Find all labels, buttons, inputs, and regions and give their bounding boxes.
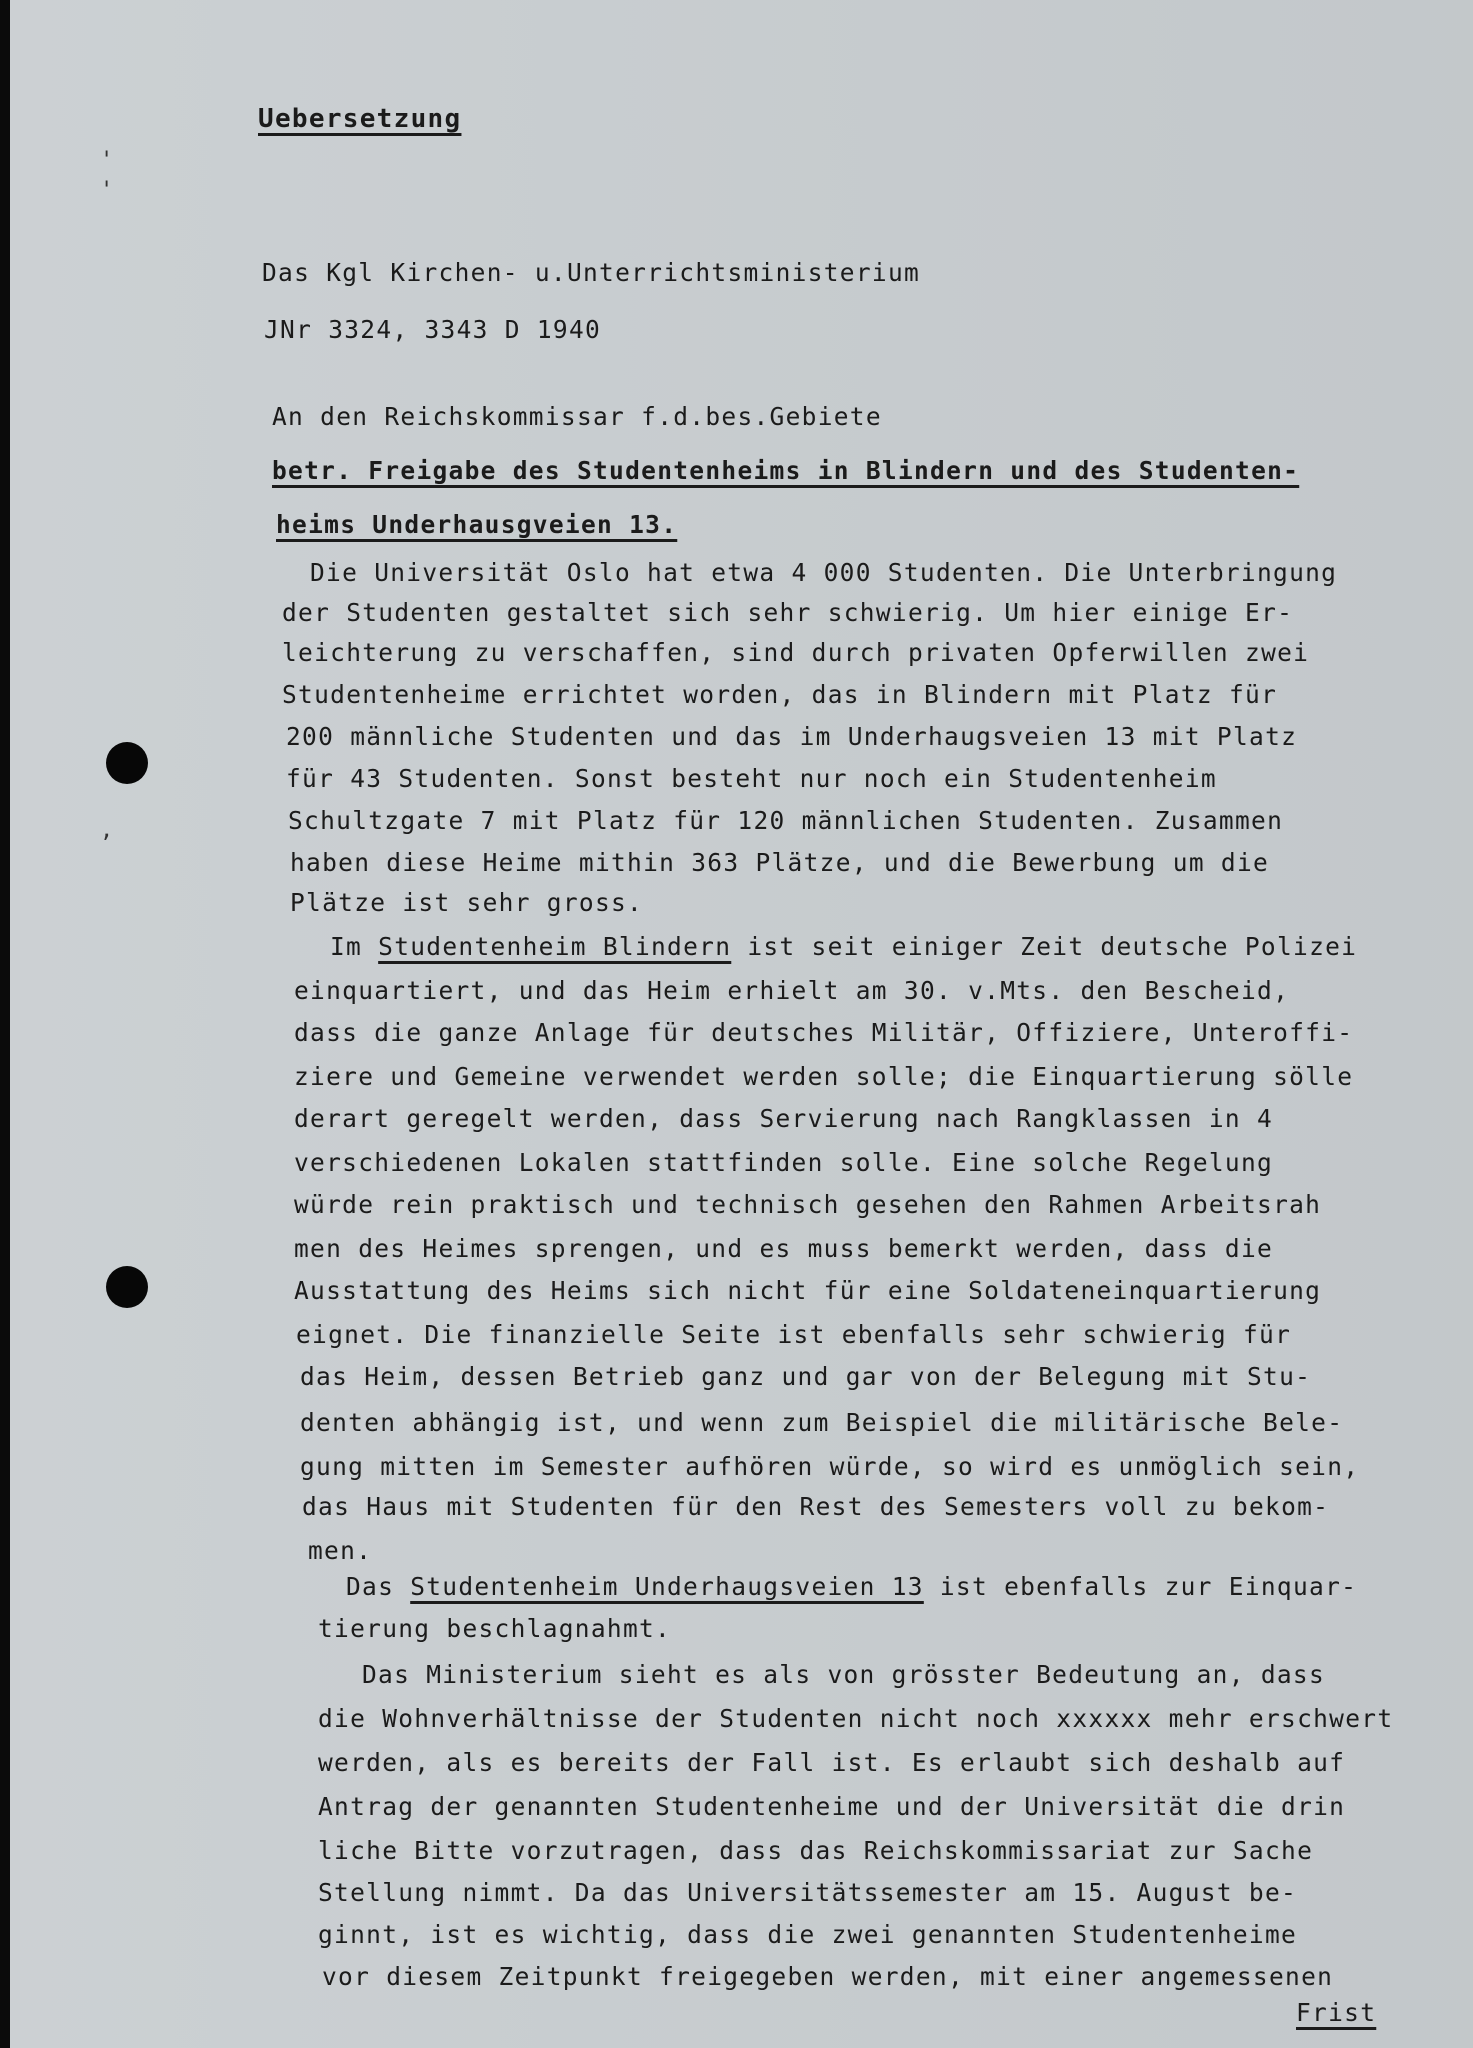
body-line: einquartiert, und das Heim erhielt am 30. v.Mts. den Bescheid, xyxy=(294,976,1290,1005)
punch-hole-icon xyxy=(106,1266,148,1308)
body-line: ziere und Gemeine verwendet werden solle; die Einquartierung sölle xyxy=(294,1062,1354,1091)
body-line: derart geregelt werden, dass Servierung nach Rangklassen in 4 xyxy=(294,1104,1274,1133)
body-line: das Haus mit Studenten für den Rest des Semesters voll zu bekom- xyxy=(302,1492,1330,1521)
body-line xyxy=(346,1572,1357,1601)
body-line xyxy=(330,932,1357,961)
margin-mark: ' xyxy=(100,148,114,173)
body-line: dass die ganze Anlage für deutsches Militär, Offiziere, Unteroffi- xyxy=(294,1018,1354,1047)
body-line: das Heim, dessen Betrieb ganz und gar von der Belegung mit Stu- xyxy=(300,1362,1312,1391)
recipient-line: An den Reichskommissar f.d.bes.Gebiete xyxy=(272,402,882,431)
body-line: vor diesem Zeitpunkt freigegeben werden, mit einer angemessenen xyxy=(322,1962,1334,1991)
body-line: verschiedenen Lokalen stattfinden solle. Eine solche Regelung xyxy=(294,1148,1274,1177)
body-line: die Wohnverhältnisse der Studenten nicht noch xxxxxx mehr erschwert xyxy=(318,1704,1394,1733)
body-line: tierung beschlagnahmt. xyxy=(318,1614,672,1643)
body-line: würde rein praktisch und technisch gesehen den Rahmen Arbeitsrah xyxy=(294,1190,1322,1219)
body-line: Das Ministerium sieht es als von grösster Bedeutung an, dass xyxy=(362,1660,1326,1689)
document-page xyxy=(10,0,1473,2048)
continuation-word: Frist xyxy=(1296,1998,1377,2027)
body-line: denten abhängig ist, und wenn zum Beispiel die militärische Bele- xyxy=(300,1408,1344,1437)
margin-mark: , xyxy=(100,818,114,843)
body-line: eignet. Die finanzielle Seite ist ebenfalls sehr schwierig für xyxy=(296,1320,1292,1349)
body-text: Das xyxy=(346,1572,411,1601)
body-line: für 43 Studenten. Sonst besteht nur noch ein Studentenheim xyxy=(286,764,1217,793)
body-line: men. xyxy=(308,1536,373,1565)
body-line: haben diese Heime mithin 363 Plätze, und die Bewerbung um die xyxy=(290,848,1270,877)
margin-mark: ' xyxy=(100,178,114,203)
body-line: Schultzgate 7 mit Platz für 120 männlichen Studenten. Zusammen xyxy=(288,806,1284,835)
body-line: Antrag der genannten Studentenheime und der Universität die drin xyxy=(318,1792,1346,1821)
body-line: Die Universität Oslo hat etwa 4 000 Studenten. Die Unterbringung xyxy=(310,558,1338,587)
body-line: leichterung zu verschaffen, sind durch privaten Opferwillen zwei xyxy=(282,638,1310,667)
body-line: Ausstattung des Heims sich nicht für eine Soldateneinquartierung xyxy=(294,1276,1322,1305)
document-title: Uebersetzung xyxy=(258,104,462,134)
body-text: Studentenheim Underhaugsveien 13 xyxy=(410,1572,924,1601)
body-line: ginnt, ist es wichtig, dass die zwei genannten Studentenheime xyxy=(318,1920,1298,1949)
body-text: ist ebenfalls zur Einquar- xyxy=(923,1572,1358,1601)
body-text: Im xyxy=(330,932,379,961)
body-line: 200 männliche Studenten und das im Underhaugsveien 13 mit Platz xyxy=(286,722,1298,751)
body-line: gung mitten im Semester aufhören würde, so wird es unmöglich sein, xyxy=(300,1452,1360,1481)
body-line: der Studenten gestaltet sich sehr schwierig. Um hier einige Er- xyxy=(282,598,1294,627)
body-line: Plätze ist sehr gross. xyxy=(290,888,644,917)
body-text: Studentenheim Blindern xyxy=(378,932,732,961)
subject-line: betr. Freigabe des Studentenheims in Blindern und des Studenten- xyxy=(272,456,1300,485)
body-text: ist seit einiger Zeit deutsche Polizei xyxy=(731,932,1358,961)
body-line: liche Bitte vorzutragen, dass das Reichskommissariat zur Sache xyxy=(318,1836,1314,1865)
subject-line: heims Underhausgveien 13. xyxy=(276,510,678,539)
punch-hole-icon xyxy=(106,742,148,784)
journal-number: JNr 3324, 3343 D 1940 xyxy=(264,315,602,344)
body-line: werden, als es bereits der Fall ist. Es erlaubt sich deshalb auf xyxy=(318,1748,1346,1777)
body-line: men des Heimes sprengen, und es muss bemerkt werden, dass die xyxy=(294,1234,1274,1263)
body-line: Stellung nimmt. Da das Universitätssemester am 15. August be- xyxy=(318,1878,1298,1907)
body-line: Studentenheime errichtet worden, das in Blindern mit Platz für xyxy=(282,680,1278,709)
sender-line: Das Kgl Kirchen- u.Unterrichtsministerium xyxy=(262,258,921,287)
